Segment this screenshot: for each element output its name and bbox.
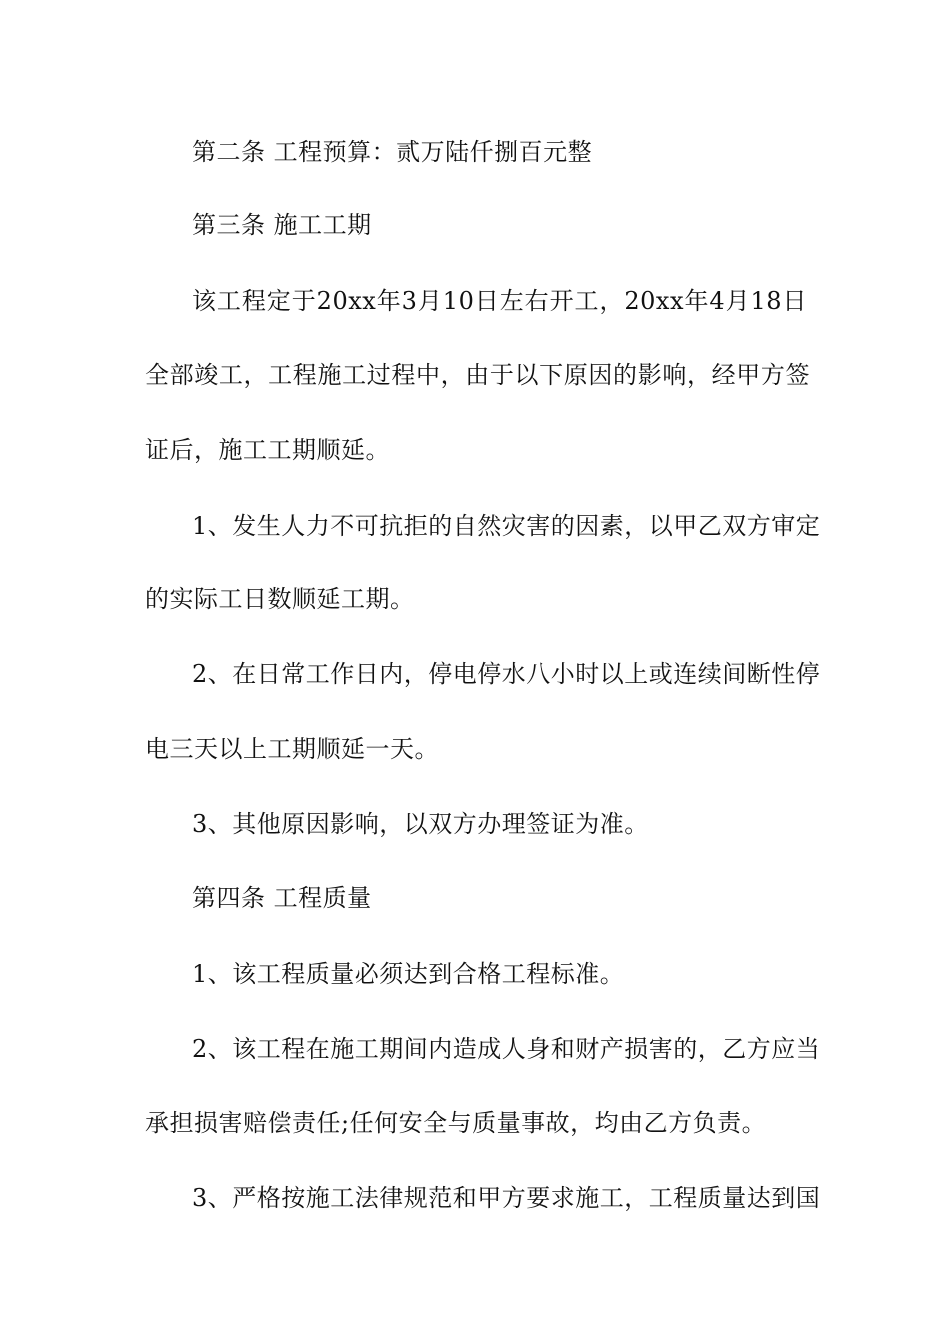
paragraph-line: 证后，施工工期顺延。 — [145, 436, 390, 464]
list-item: 2、该工程在施工期间内造成人身和财产损害的，乙方应当 — [192, 1035, 821, 1063]
list-item: 3、其他原因影响，以双方办理签证为准。 — [192, 810, 649, 838]
paragraph-line: 电三天以上工期顺延一天。 — [145, 735, 439, 763]
clause-4-heading: 第四条 工程质量 — [192, 884, 372, 912]
list-item: 2、在日常工作日内，停电停水八小时以上或连续间断性停 — [192, 660, 821, 688]
paragraph-line: 该工程定于20xx年3月10日左右开工，20xx年4月18日 — [192, 287, 807, 315]
paragraph-line: 承担损害赔偿责任;任何安全与质量事故，均由乙方负责。 — [145, 1109, 767, 1137]
paragraph-line: 的实际工日数顺延工期。 — [145, 585, 415, 613]
clause-2-budget: 第二条 工程预算：贰万陆仟捌百元整 — [192, 138, 593, 166]
list-item: 1、发生人力不可抗拒的自然灾害的因素，以甲乙双方审定 — [192, 512, 821, 540]
clause-3-heading: 第三条 施工工期 — [192, 211, 372, 239]
list-item: 3、严格按施工法律规范和甲方要求施工，工程质量达到国 — [192, 1184, 821, 1212]
paragraph-line: 全部竣工，工程施工过程中，由于以下原因的影响，经甲方签 — [145, 361, 810, 389]
list-item: 1、该工程质量必须达到合格工程标准。 — [192, 960, 625, 988]
